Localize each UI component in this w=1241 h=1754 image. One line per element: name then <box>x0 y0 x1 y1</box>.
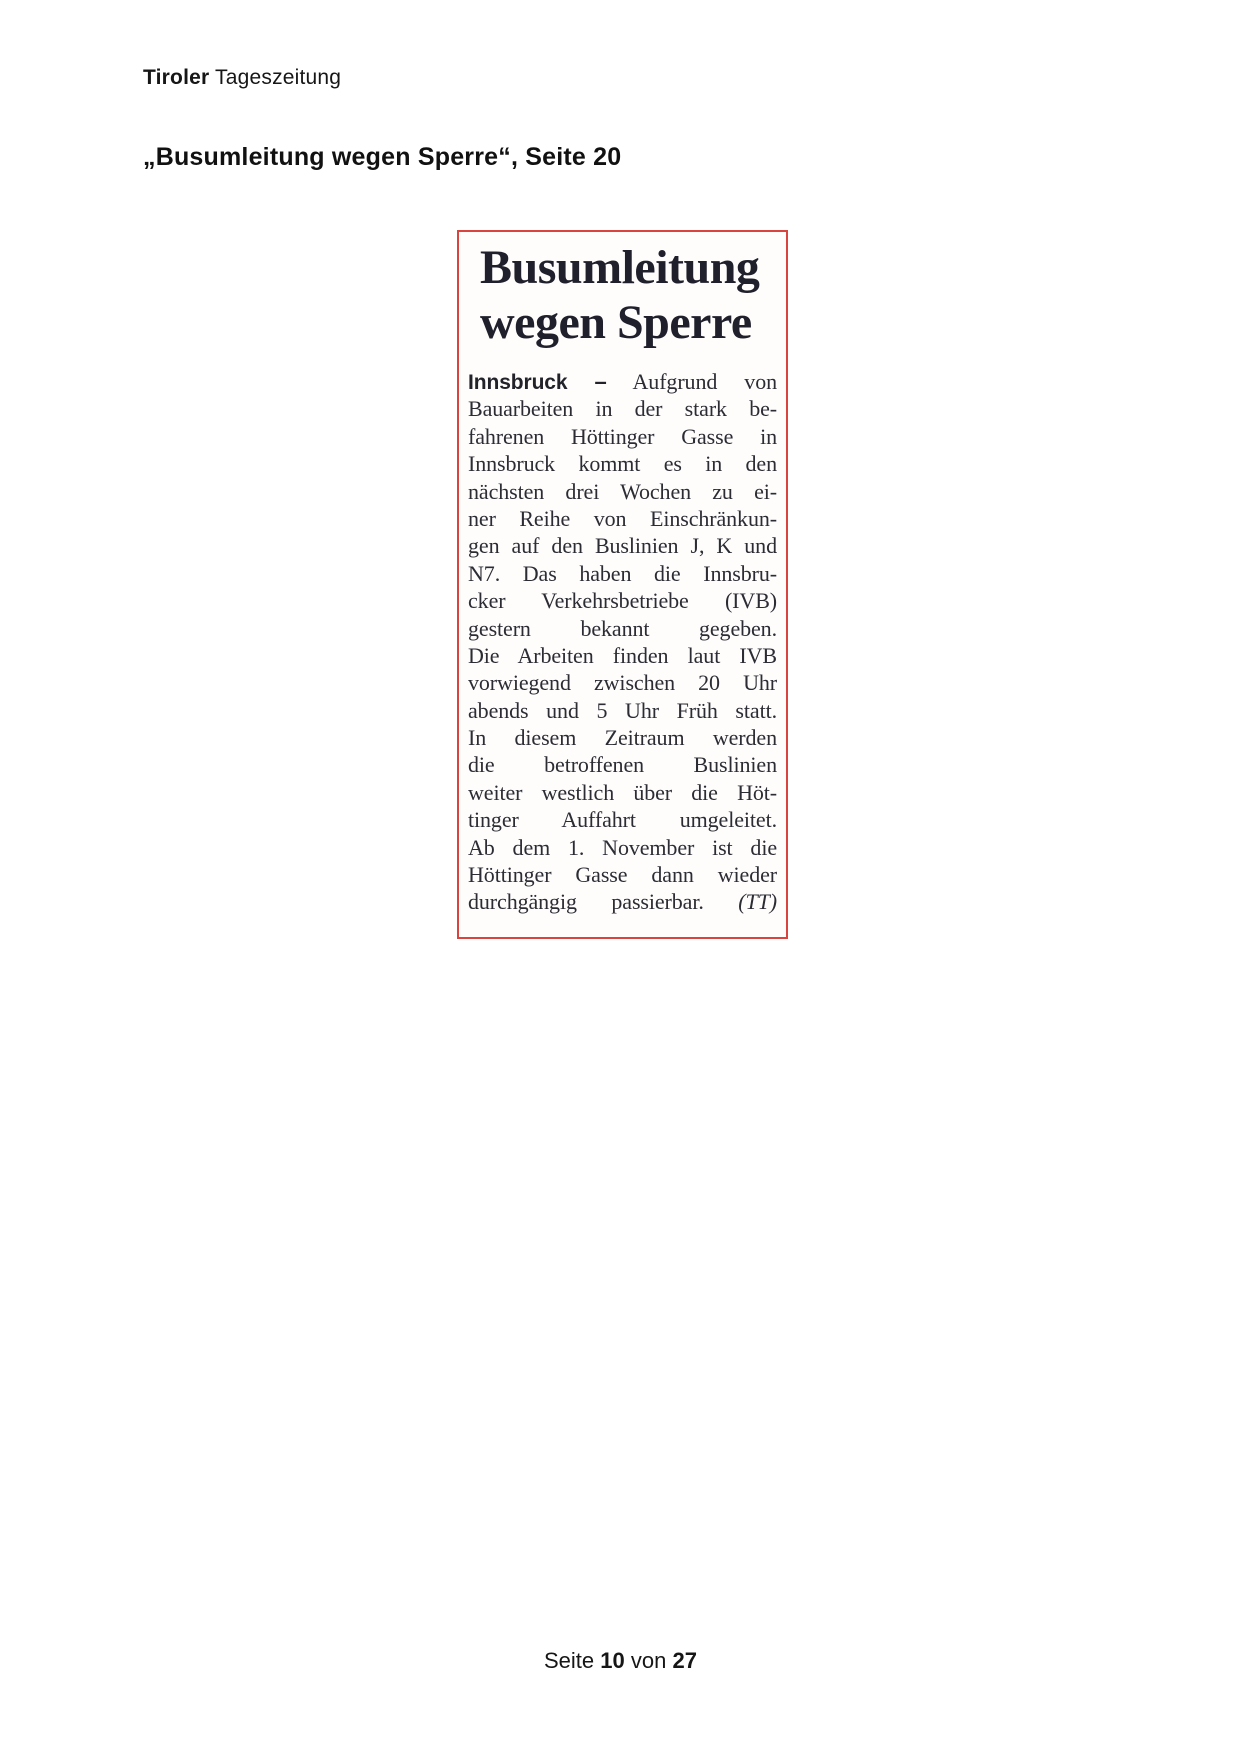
lead-dash: – <box>594 369 607 394</box>
article-line: Ab dem 1. November ist die <box>468 834 777 860</box>
article-lines <box>468 395 777 888</box>
article-line: tinger Auffahrt umgeleitet. <box>468 807 777 833</box>
article-line: Innsbruck kommt es in den <box>468 451 777 477</box>
footer-separator: von <box>630 1648 667 1673</box>
last-line-text: durchgängig passierbar. <box>468 889 704 915</box>
article-lead-line <box>468 368 777 395</box>
article-headline <box>468 240 777 350</box>
article-line: abends und 5 Uhr Früh statt. <box>468 697 777 723</box>
brand-bold: Tiroler <box>143 66 210 89</box>
page-footer <box>0 1648 1241 1674</box>
article-body <box>468 368 777 916</box>
footer-label: Seite <box>544 1648 595 1673</box>
headline-line-1: Busumleitung <box>480 241 760 294</box>
article-line: ner Reihe von Einschränkun- <box>468 505 777 531</box>
article-line: gestern bekannt gegeben. <box>468 615 777 641</box>
brand-regular: Tageszeitung <box>209 66 342 89</box>
article-line: gen auf den Buslinien J, K und <box>468 533 777 559</box>
article-line: fahrenen Höttinger Gasse in <box>468 423 777 449</box>
article-line: N7. Das haben die Innsbru- <box>468 560 777 586</box>
page-title: „Busumleitung wegen Sperre“, Seite 20 <box>143 143 622 171</box>
article-line: cker Verkehrsbetriebe (IVB) <box>468 588 777 614</box>
article-line: Höttinger Gasse dann wieder <box>468 862 777 888</box>
article-line: In diesem Zeitraum werden <box>468 725 777 751</box>
article-line: nächsten drei Wochen zu ei- <box>468 478 777 504</box>
article-line: weiter westlich über die Höt- <box>468 779 777 805</box>
article-line: vorwiegend zwischen 20 Uhr <box>468 670 777 696</box>
lead-location: Innsbruck <box>468 371 568 394</box>
article-line: die betroffenen Buslinien <box>468 752 777 778</box>
footer-page-number: 10 <box>600 1648 625 1673</box>
article-clipping <box>457 230 788 939</box>
footer-total-pages: 27 <box>672 1648 697 1673</box>
article-line: Die Arbeiten finden laut IVB <box>468 642 777 668</box>
article-last-line <box>468 888 777 915</box>
newspaper-brand <box>143 66 341 90</box>
article-credit: (TT) <box>738 889 777 915</box>
article-line: Bauarbeiten in der stark be- <box>468 396 777 422</box>
headline-line-2: wegen Sperre <box>480 296 752 349</box>
lead-rest: Aufgrund von <box>632 369 777 394</box>
